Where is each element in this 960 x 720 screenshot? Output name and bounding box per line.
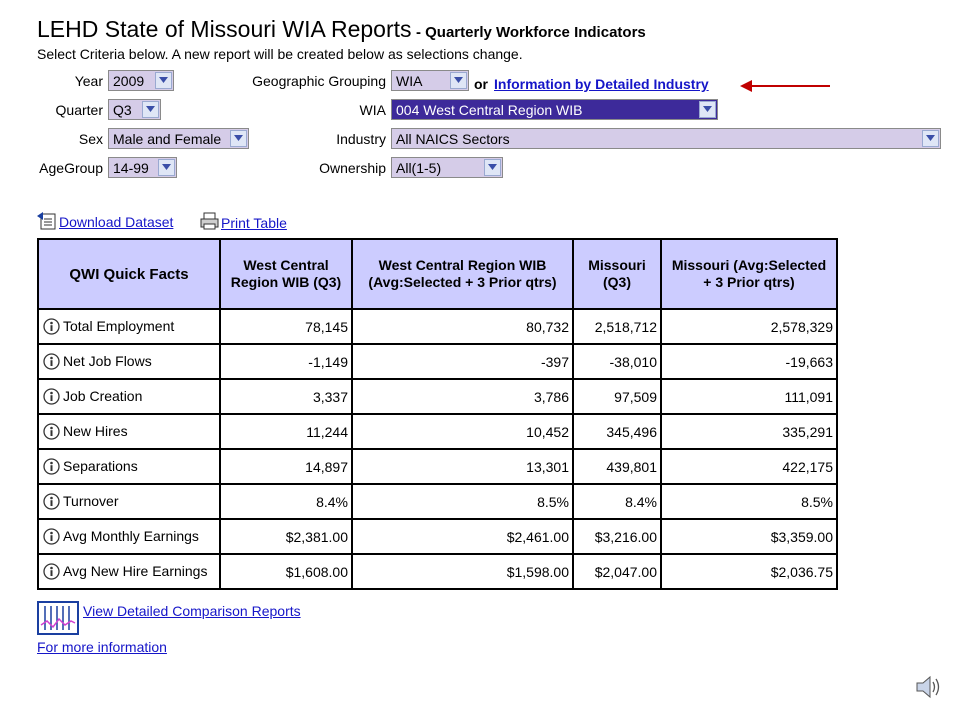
chart-icon[interactable] (37, 601, 79, 635)
table-row (38, 554, 837, 589)
row-label: Job Creation (63, 387, 143, 404)
table-cell: $3,359.00 (661, 519, 837, 554)
sex-label: Sex (78, 131, 103, 147)
table-cell: $2,461.00 (352, 519, 573, 554)
sex-value: Male and Female (113, 131, 222, 147)
table-cell: $2,047.00 (573, 554, 661, 589)
print-icon[interactable] (199, 212, 221, 230)
wia-value: 004 West Central Region WIB (396, 102, 583, 118)
arrow-left-icon (740, 78, 832, 94)
column-header: West Central Region WIB (Avg:Selected + 3 Prior qtrs) (352, 239, 573, 309)
ownership-select[interactable] (391, 157, 503, 178)
row-label: Avg New Hire Earnings (63, 562, 208, 579)
wia-label: WIA (359, 102, 386, 118)
table-cell: 2,518,712 (573, 309, 661, 344)
page-title: LEHD State of Missouri WIA Reports (37, 16, 412, 42)
info-icon[interactable] (43, 353, 60, 370)
table-cell: 439,801 (573, 449, 661, 484)
table-cell: 14,897 (220, 449, 352, 484)
table-cell: 10,452 (352, 414, 573, 449)
geo-value: WIA (396, 73, 423, 89)
table-cell: -38,010 (573, 344, 661, 379)
table-cell: 335,291 (661, 414, 837, 449)
table-cell: $1,608.00 (220, 554, 352, 589)
row-label: Avg Monthly Earnings (63, 527, 199, 544)
table-row (38, 449, 837, 484)
row-label-cell (38, 554, 220, 589)
instructions: Select Criteria below. A new report will be created below as selections change. (37, 46, 523, 62)
table-row (38, 379, 837, 414)
row-label: Total Employment (63, 317, 175, 334)
row-label: Net Job Flows (63, 352, 152, 369)
download-dataset-link[interactable]: Download Dataset (59, 214, 174, 230)
info-icon[interactable] (43, 423, 60, 440)
ownership-label: Ownership (319, 160, 386, 176)
column-header: Missouri (Avg:Selected + 3 Prior qtrs) (661, 239, 837, 309)
page-subtitle: - Quarterly Workforce Indicators (415, 24, 646, 41)
table-cell: 11,244 (220, 414, 352, 449)
chevron-down-icon[interactable] (142, 101, 159, 118)
speaker-icon[interactable] (914, 674, 942, 700)
row-label: New Hires (63, 422, 128, 439)
report-header (37, 16, 646, 43)
quarter-select[interactable] (108, 99, 161, 120)
quarter-label: Quarter (55, 102, 103, 118)
chevron-down-icon[interactable] (699, 101, 716, 118)
table-header-row (38, 239, 837, 309)
info-icon[interactable] (43, 458, 60, 475)
sex-select[interactable] (108, 128, 249, 149)
agegroup-value: 14-99 (113, 160, 149, 176)
table-cell: 13,301 (352, 449, 573, 484)
info-icon[interactable] (43, 563, 60, 580)
info-icon[interactable] (43, 318, 60, 335)
detailed-industry-link[interactable]: Information by Detailed Industry (494, 76, 709, 92)
table-cell: 2,578,329 (661, 309, 837, 344)
table-row (38, 344, 837, 379)
table-cell: -1,149 (220, 344, 352, 379)
column-header: QWI Quick Facts (38, 239, 220, 309)
table-cell: $2,381.00 (220, 519, 352, 554)
info-icon[interactable] (43, 388, 60, 405)
chevron-down-icon[interactable] (158, 159, 175, 176)
more-information-link[interactable]: For more information (37, 639, 167, 655)
table-cell: 78,145 (220, 309, 352, 344)
quarter-value: Q3 (113, 102, 132, 118)
ownership-value: All(1-5) (396, 160, 442, 176)
or-text: or (474, 76, 488, 92)
row-label-cell (38, 414, 220, 449)
year-label: Year (74, 73, 103, 89)
industry-select[interactable] (391, 128, 941, 149)
industry-value: All NAICS Sectors (396, 131, 510, 147)
wia-select[interactable] (391, 99, 718, 120)
table-cell: -19,663 (661, 344, 837, 379)
row-label: Turnover (63, 492, 119, 509)
chevron-down-icon[interactable] (155, 72, 172, 89)
table-cell: $1,598.00 (352, 554, 573, 589)
geo-select[interactable] (391, 70, 469, 91)
table-cell: 97,509 (573, 379, 661, 414)
agegroup-label: AgeGroup (39, 160, 103, 176)
row-label-cell (38, 449, 220, 484)
table-cell: $3,216.00 (573, 519, 661, 554)
view-comparison-reports-link[interactable]: View Detailed Comparison Reports (83, 603, 301, 619)
download-dataset-action[interactable] (37, 212, 173, 230)
download-icon[interactable] (37, 212, 59, 230)
print-table-action[interactable] (199, 212, 287, 231)
year-select[interactable] (108, 70, 174, 91)
table-cell: 8.4% (220, 484, 352, 519)
print-table-link[interactable]: Print Table (221, 215, 287, 231)
info-icon[interactable] (43, 528, 60, 545)
table-cell: 345,496 (573, 414, 661, 449)
info-icon[interactable] (43, 493, 60, 510)
row-label-cell (38, 519, 220, 554)
table-cell: 3,337 (220, 379, 352, 414)
table-cell: 111,091 (661, 379, 837, 414)
geo-label: Geographic Grouping (252, 73, 386, 89)
table-cell: 8.5% (661, 484, 837, 519)
table-row (38, 519, 837, 554)
row-label-cell (38, 484, 220, 519)
table-cell: $2,036.75 (661, 554, 837, 589)
table-row (38, 414, 837, 449)
row-label-cell (38, 344, 220, 379)
table-cell: 8.4% (573, 484, 661, 519)
table-cell: 422,175 (661, 449, 837, 484)
chevron-down-icon[interactable] (450, 72, 467, 89)
row-label: Separations (63, 457, 138, 474)
chevron-down-icon[interactable] (922, 130, 939, 147)
chevron-down-icon[interactable] (484, 159, 501, 176)
table-cell: 8.5% (352, 484, 573, 519)
table-cell: -397 (352, 344, 573, 379)
column-header: West Central Region WIB (Q3) (220, 239, 352, 309)
qwi-table (37, 238, 838, 590)
agegroup-select[interactable] (108, 157, 177, 178)
column-header: Missouri (Q3) (573, 239, 661, 309)
table-row (38, 484, 837, 519)
table-cell: 3,786 (352, 379, 573, 414)
row-label-cell (38, 379, 220, 414)
table-row (38, 309, 837, 344)
table-cell: 80,732 (352, 309, 573, 344)
industry-label: Industry (336, 131, 386, 147)
year-value: 2009 (113, 73, 145, 89)
row-label-cell (38, 309, 220, 344)
